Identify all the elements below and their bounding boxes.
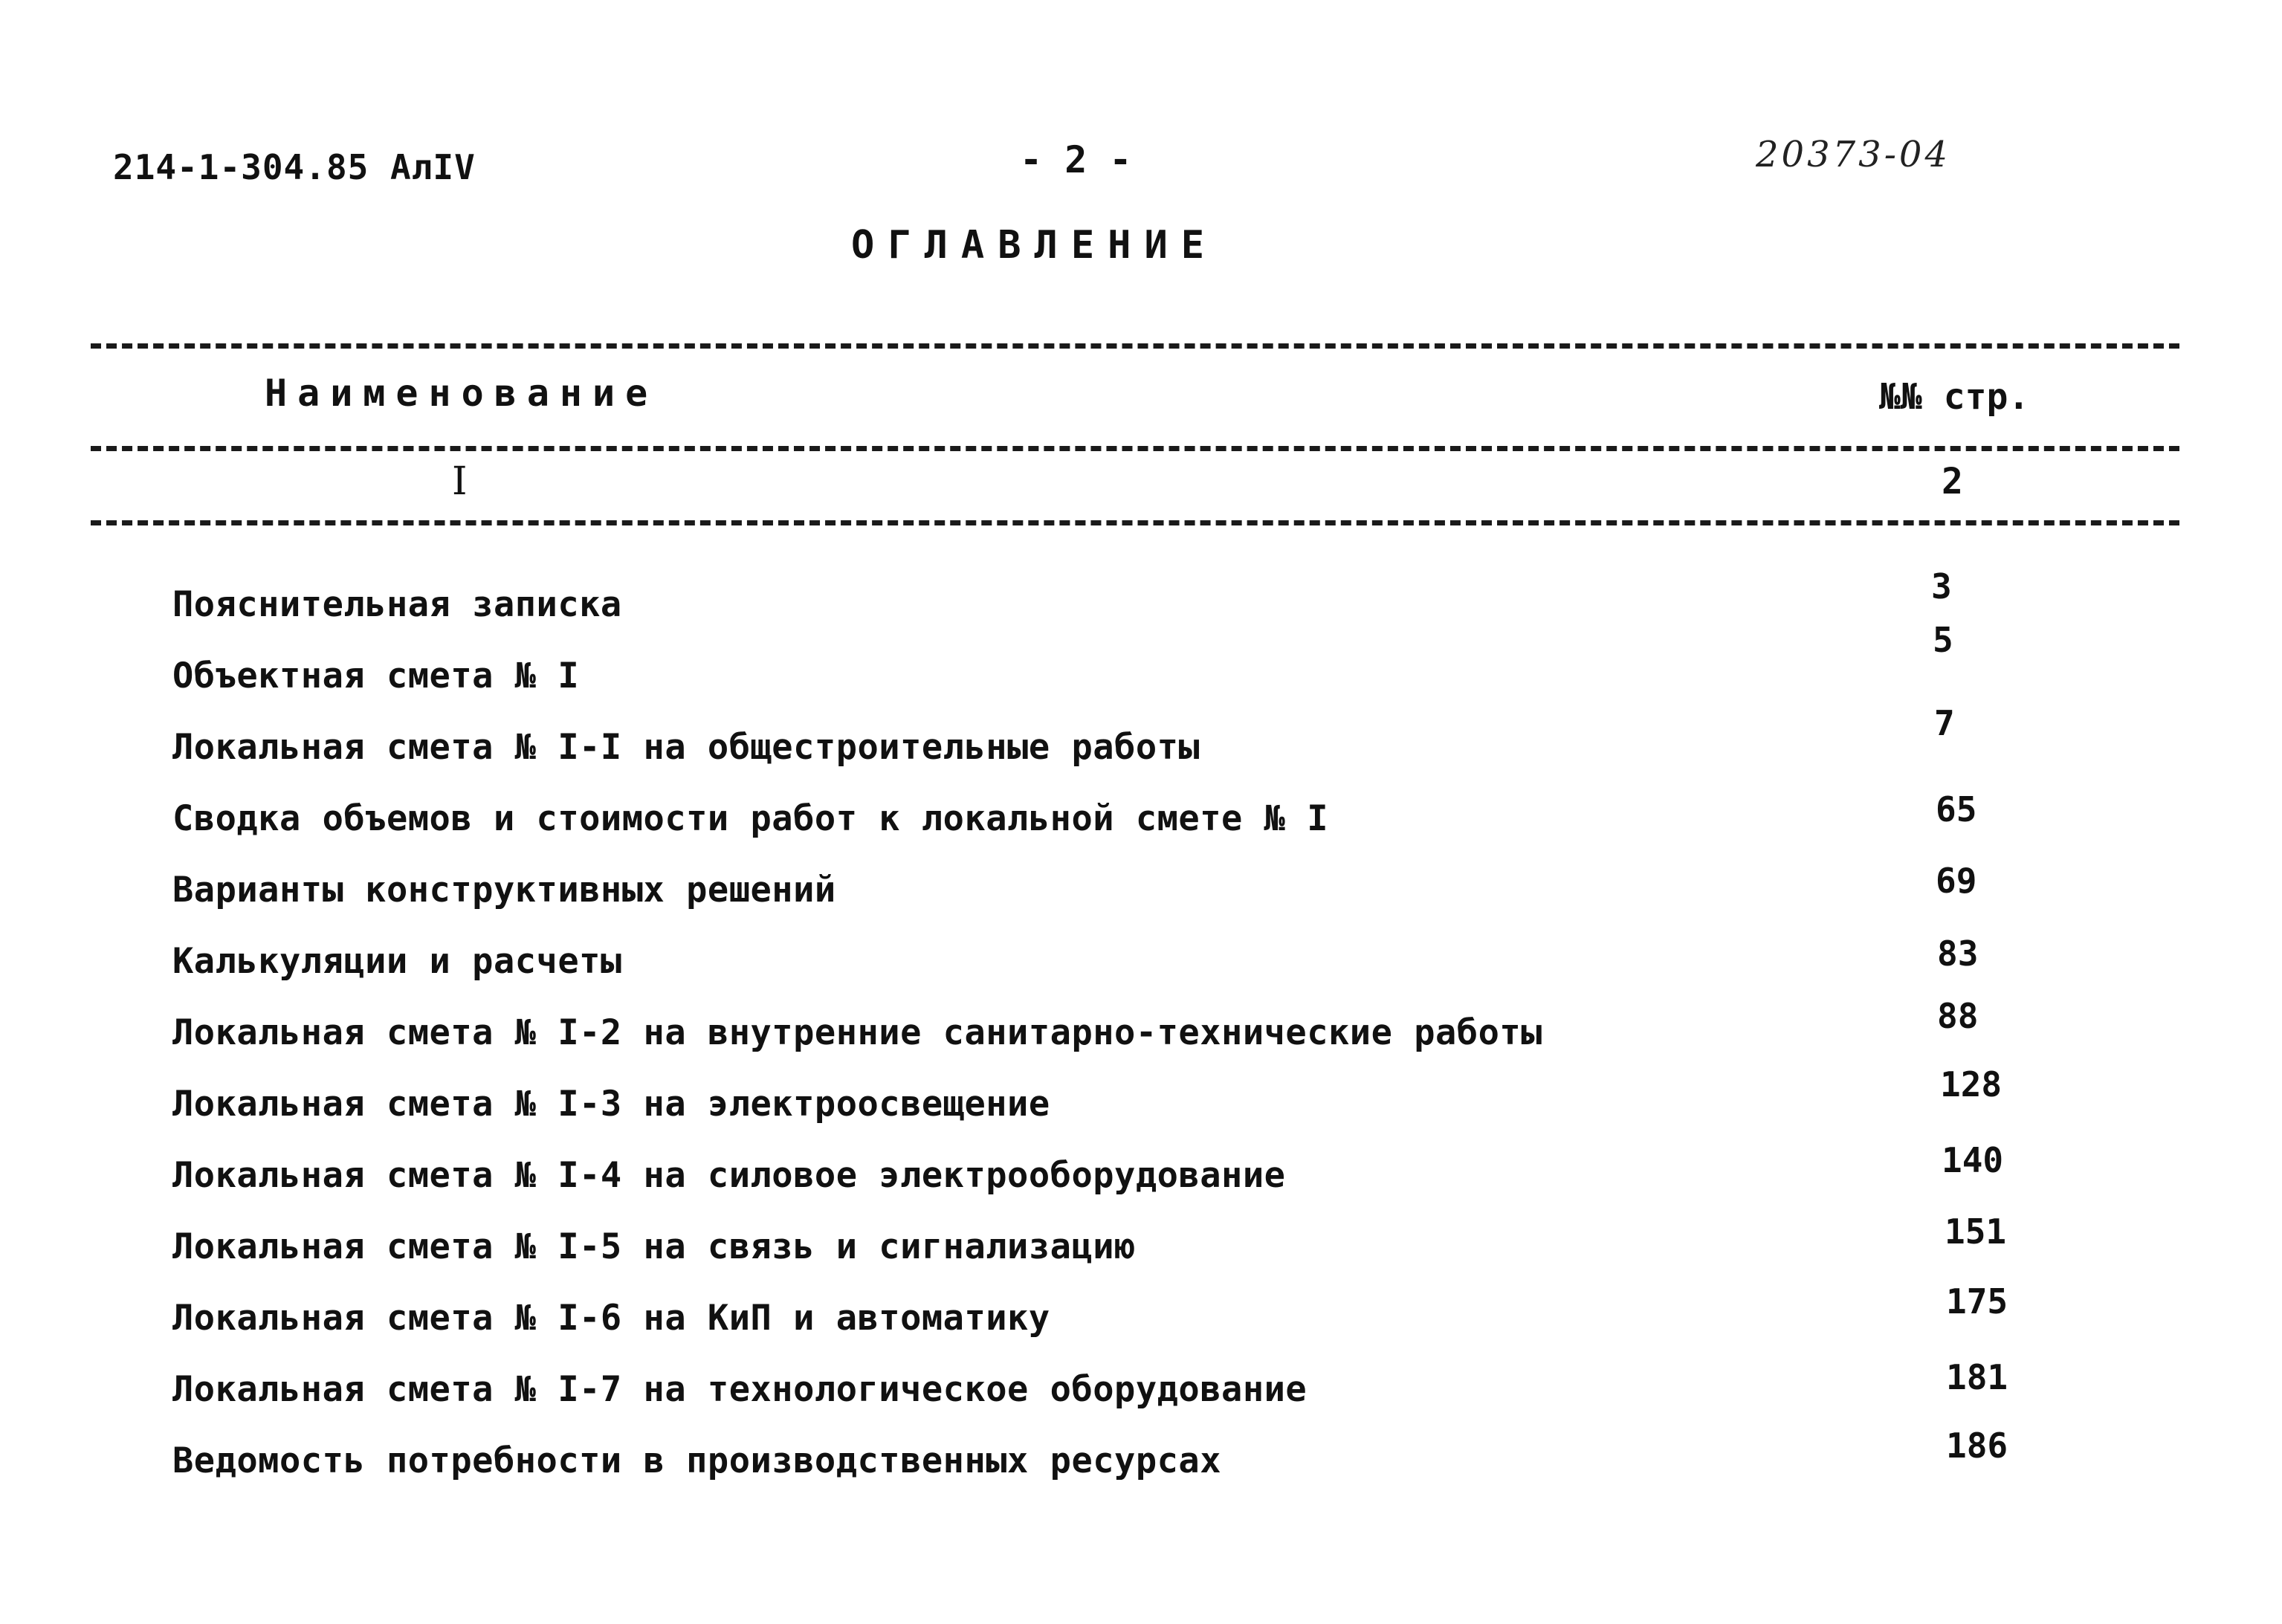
toc-entry-title: Локальная смета № I-2 на внутренние санитарно-технические работы bbox=[172, 1012, 1542, 1053]
toc-entry-page: 181 bbox=[1946, 1357, 2008, 1397]
dashed-rule-top bbox=[91, 343, 2179, 349]
toc-entry-page: 5 bbox=[1933, 620, 1953, 660]
toc-entry-page: 175 bbox=[1946, 1281, 2008, 1321]
column-header-page: №№ стр. bbox=[1879, 376, 2030, 418]
document-code: 214-1-304.85 АлIV bbox=[113, 147, 476, 187]
toc-entry-title: Локальная смета № I-6 на КиП и автоматику bbox=[172, 1298, 1050, 1339]
toc-entry-page: 69 bbox=[1936, 861, 1977, 901]
toc-entry-title: Локальная смета № I-3 на электроосвещение bbox=[172, 1084, 1050, 1125]
toc-entry-title: Калькуляции и расчеты bbox=[172, 941, 622, 982]
toc-entry-page: 151 bbox=[1945, 1211, 2007, 1252]
toc-entry-page: 88 bbox=[1937, 996, 1979, 1036]
toc-entry-page: 3 bbox=[1931, 566, 1952, 606]
toc-entry-title: Сводка объемов и стоимости работ к локальной смете № I bbox=[172, 798, 1329, 839]
toc-entry-title: Объектная смета № I bbox=[172, 656, 580, 696]
toc-entry-page: 140 bbox=[1942, 1140, 2004, 1180]
dashed-rule-middle bbox=[91, 446, 2179, 451]
toc-entry-title: Ведомость потребности в производственных ресурсах bbox=[172, 1440, 1222, 1481]
toc-entry-page: 7 bbox=[1934, 703, 1955, 743]
toc-entry-page: 128 bbox=[1940, 1064, 2003, 1104]
toc-entry-title: Локальная смета № I-I на общестроительные работы bbox=[172, 727, 1200, 768]
toc-entry-title: Локальная смета № I-7 на технологическое оборудование bbox=[172, 1369, 1308, 1410]
column-index-2: 2 bbox=[1942, 461, 1963, 502]
toc-entry-title: Варианты конструктивных решений bbox=[172, 870, 836, 910]
toc-entry-page: 186 bbox=[1946, 1426, 2008, 1466]
dashed-rule-bottom bbox=[91, 520, 2179, 525]
toc-entry-page: 83 bbox=[1937, 934, 1979, 974]
toc-entry-title: Пояснительная записка bbox=[172, 584, 622, 625]
column-index-1: I bbox=[452, 459, 468, 504]
handwritten-number: 20373-04 bbox=[1756, 134, 1950, 175]
page-title: ОГЛАВЛЕНИЕ bbox=[851, 223, 1218, 268]
toc-entry-title: Локальная смета № I-4 на силовое электрооборудование bbox=[172, 1155, 1286, 1196]
page-number: - 2 - bbox=[1020, 138, 1132, 181]
column-header-name: Наименование bbox=[265, 372, 659, 415]
toc-entry-title: Локальная смета № I-5 на связь и сигнализацию bbox=[172, 1226, 1136, 1267]
toc-entry-page: 65 bbox=[1936, 789, 1977, 829]
